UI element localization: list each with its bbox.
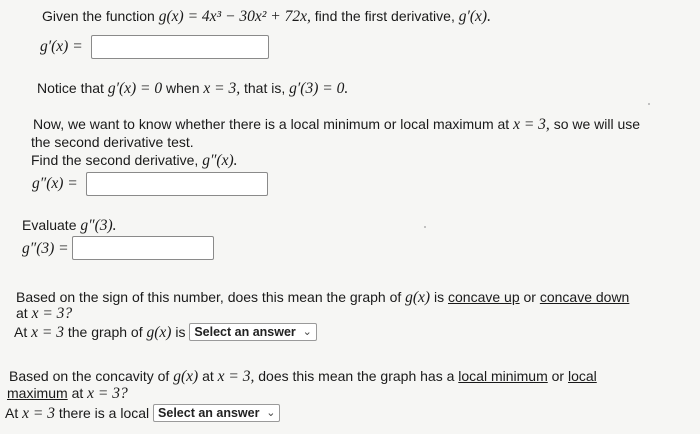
- notice-prefix: Notice that: [37, 80, 104, 96]
- q5-line2-math: x = 3?: [87, 385, 128, 402]
- function-definition: g(x) = 4x³ − 30x² + 72x,: [158, 8, 311, 25]
- notice-math-1: g′(x) = 0: [107, 80, 163, 97]
- q2-line3-text: Find the second derivative,: [31, 152, 199, 168]
- question-5-line-1: [9, 368, 597, 386]
- question-4-line-3: [14, 324, 317, 342]
- maximum-term: maximum: [7, 385, 68, 401]
- chevron-down-icon: ⌄: [302, 326, 312, 338]
- q4-line1-is: is: [433, 289, 445, 305]
- question-5-line-3: [5, 405, 280, 423]
- q1-intro-text: Given the function: [42, 8, 155, 24]
- speck-decoration: [424, 226, 426, 228]
- notice-thatis: that is,: [244, 80, 286, 96]
- q5-line3-at: At: [5, 405, 19, 421]
- q4-or: or: [523, 289, 536, 305]
- notice-math-3: g′(3) = 0.: [289, 80, 349, 97]
- question-2-line-1: [33, 116, 640, 134]
- extremum-select[interactable]: [153, 404, 280, 422]
- question-3-prompt: [22, 217, 117, 235]
- concavity-select-label: Select an answer: [194, 325, 296, 339]
- q4-line1-text: Based on the sign of this number, does this mean the graph of: [16, 289, 402, 305]
- question-2-line-3: [31, 152, 238, 170]
- q4-line3-is: is: [175, 324, 186, 340]
- concavity-select[interactable]: [189, 323, 316, 341]
- second-derivative-at-3-label: g″(3) =: [22, 240, 69, 257]
- chevron-down-icon: ⌄: [266, 407, 276, 419]
- extremum-select-label: Select an answer: [158, 406, 260, 420]
- concave-up-term: concave up: [448, 289, 520, 305]
- q2-line1-tail: so we will use: [553, 116, 641, 132]
- second-derivative-label: g″(x) =: [32, 175, 78, 192]
- concave-down-term: concave down: [539, 289, 630, 305]
- q5-line2-at: at: [71, 385, 84, 401]
- first-derivative-symbol: g′(x).: [458, 8, 491, 25]
- q3-text: Evaluate: [22, 217, 77, 233]
- q4-line3-math: x = 3: [31, 324, 64, 341]
- question-4-line-2: [16, 305, 72, 323]
- q5-line1-tail: does this mean the graph has a: [258, 368, 455, 384]
- first-derivative-input[interactable]: [91, 35, 269, 59]
- second-derivative-input[interactable]: [86, 172, 268, 196]
- question-2-line-2: the second derivative test.: [31, 134, 194, 150]
- local-minimum-term: local minimum: [458, 368, 548, 384]
- q4-line2-at: at: [16, 305, 28, 321]
- q4-line1-math: g(x): [405, 289, 431, 306]
- q4-line3-math2: g(x): [146, 324, 172, 341]
- q2-line1-math: x = 3,: [513, 116, 550, 133]
- question-1-prompt: [42, 8, 491, 26]
- speck-decoration: [648, 103, 650, 105]
- q1-intro-tail: find the first derivative,: [314, 8, 455, 24]
- notice-when: when: [166, 80, 200, 96]
- q4-line3-at: At: [14, 324, 28, 340]
- q5-line1-math2: x = 3,: [217, 368, 255, 385]
- q4-line2-math: x = 3?: [31, 305, 73, 322]
- q5-line1-math: g(x): [173, 368, 199, 385]
- notice-text: [37, 80, 348, 98]
- local-term: local: [567, 368, 597, 384]
- question-5-line-2: [7, 385, 128, 403]
- q4-line3-text: the graph of: [67, 324, 143, 340]
- q3-math: g″(3).: [80, 217, 117, 234]
- q5-line3-math: x = 3: [22, 405, 55, 422]
- q2-line1-text: Now, we want to know whether there is a local minimum or local maximum at: [33, 116, 510, 132]
- second-derivative-symbol: g″(x).: [202, 152, 238, 169]
- question-4-line-1: [16, 289, 629, 307]
- q5-line3-text: there is a local: [58, 405, 150, 421]
- notice-math-2: x = 3,: [203, 80, 241, 97]
- q5-line1-at: at: [202, 368, 214, 384]
- second-derivative-at-3-input[interactable]: [72, 236, 214, 260]
- q5-or: or: [551, 368, 565, 384]
- first-derivative-label: g′(x) =: [40, 38, 83, 55]
- q5-line1-text: Based on the concavity of: [9, 368, 170, 384]
